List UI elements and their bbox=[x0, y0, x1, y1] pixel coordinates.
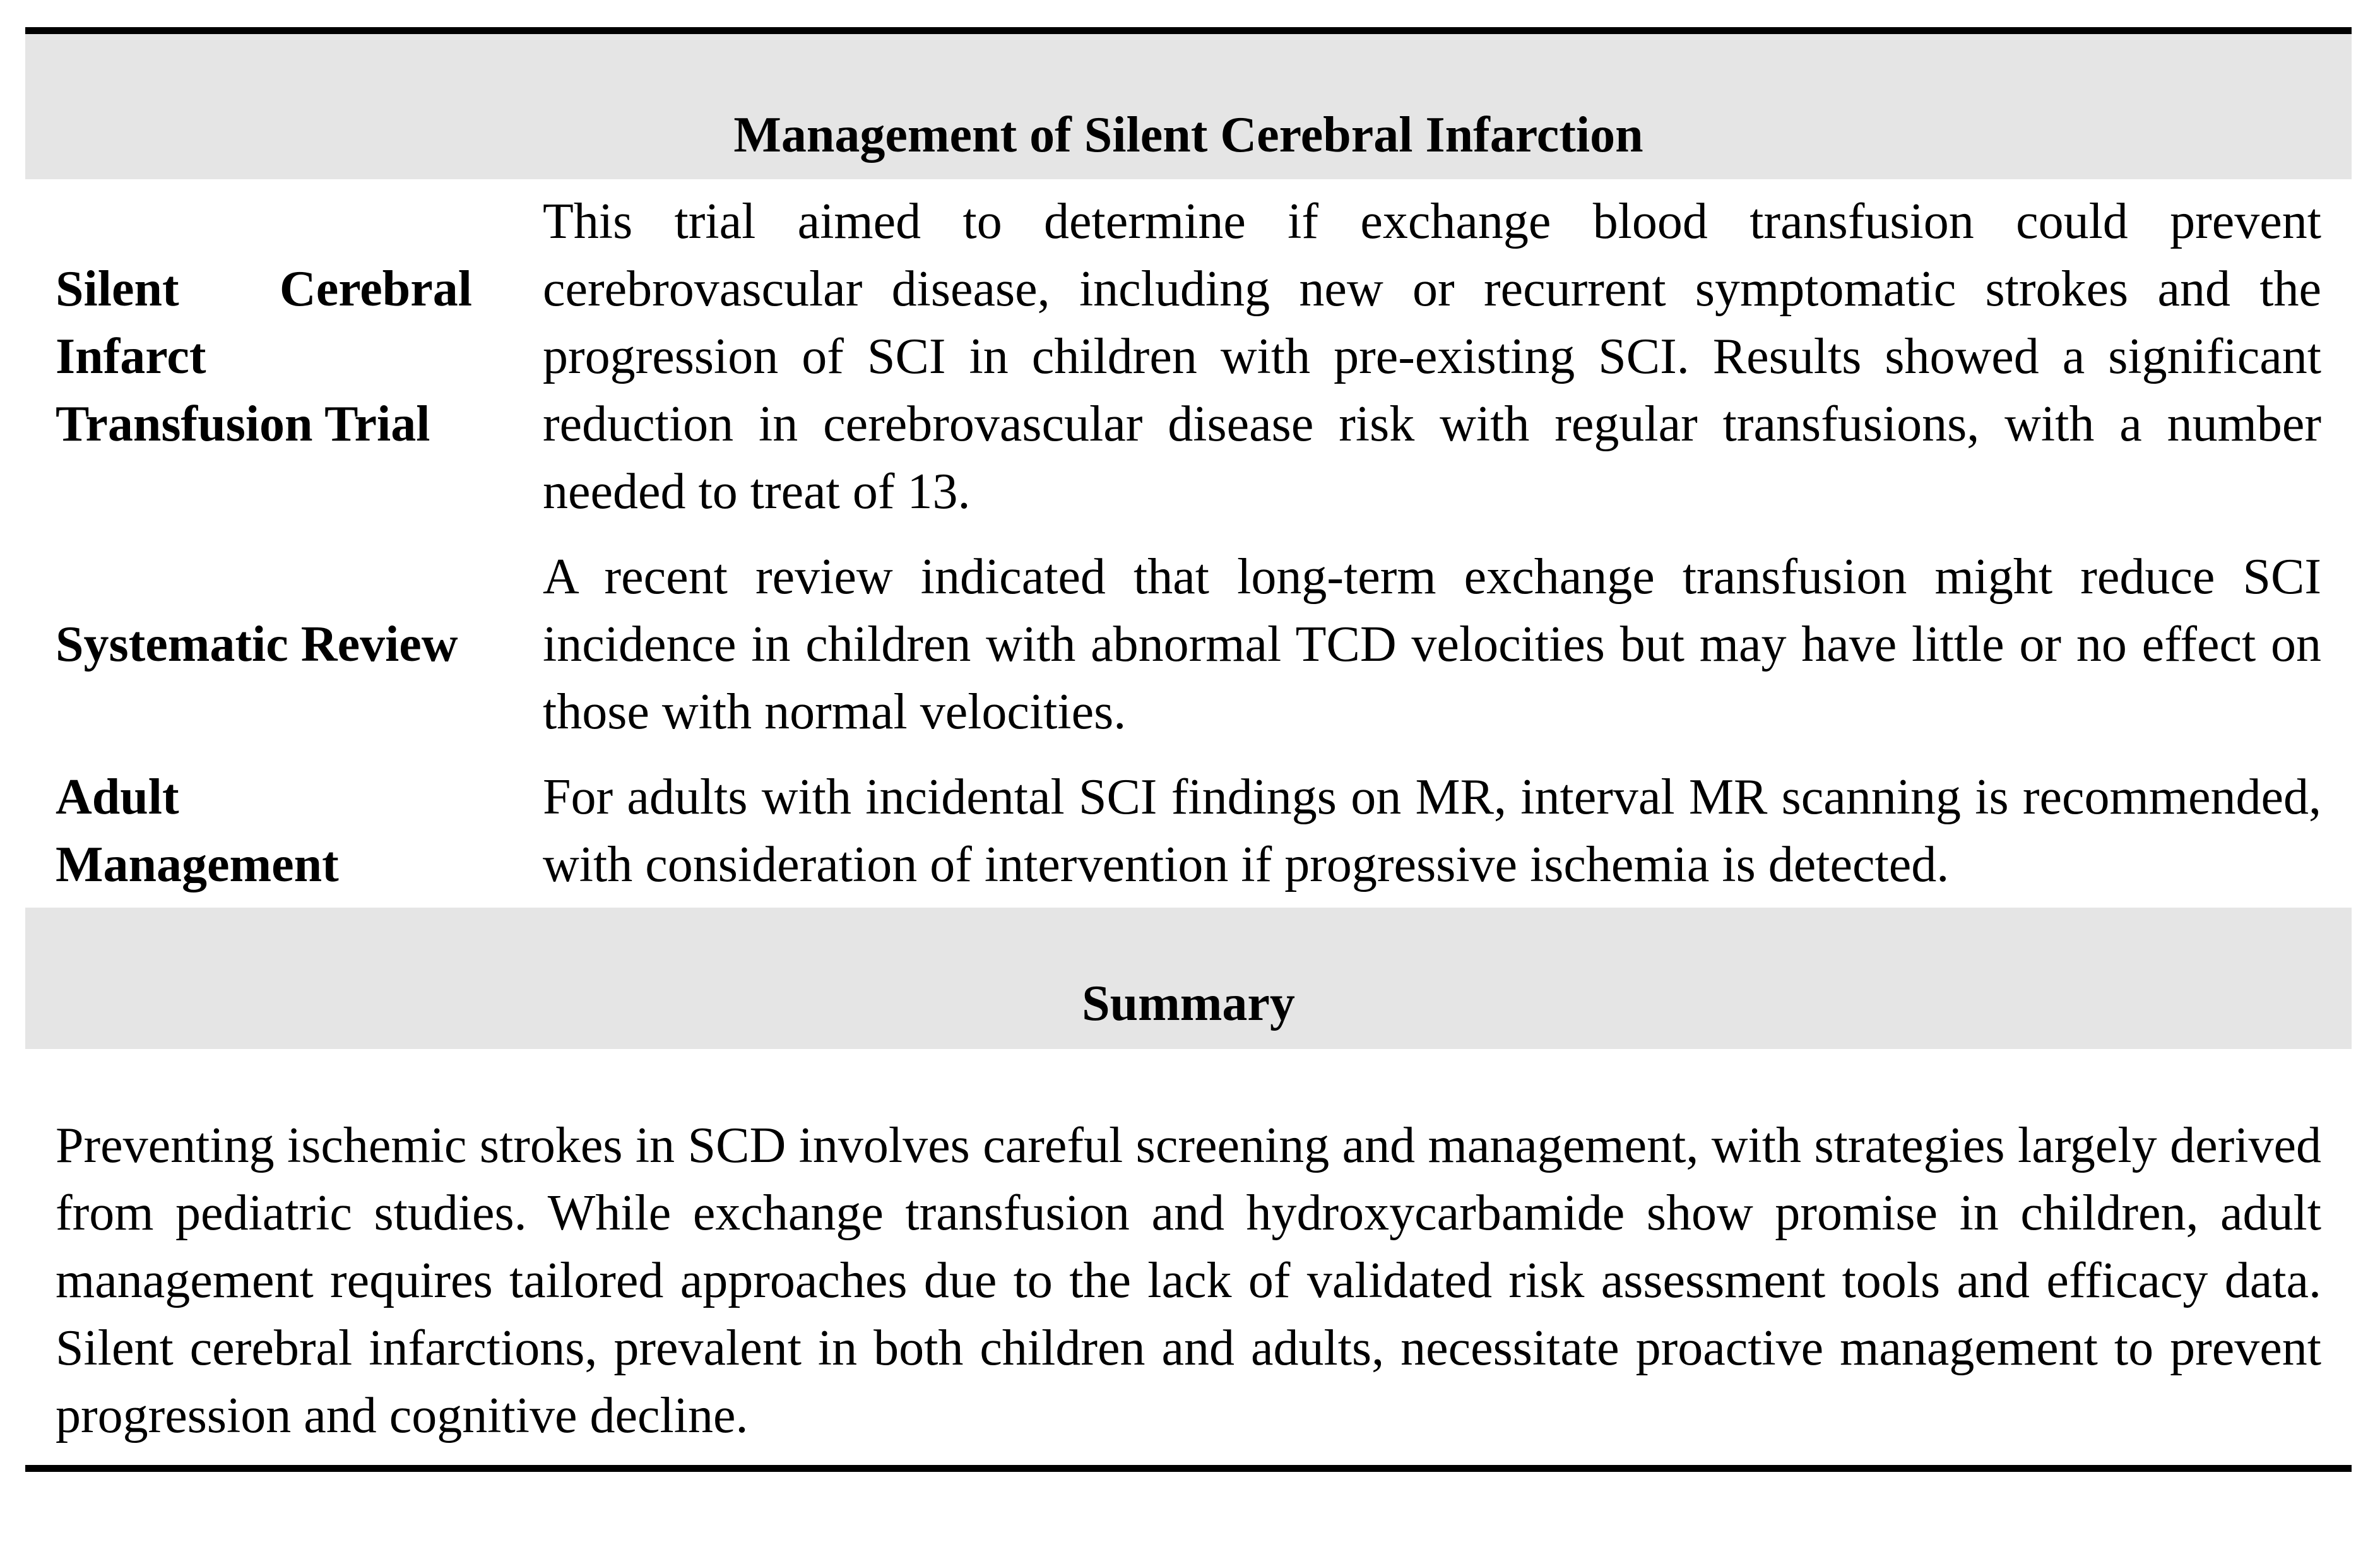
table-body bbox=[25, 179, 2352, 908]
row-text: For adults with incidental SCI findings on MR, interval MR scanning is recommended, with consideration of intervention if progressive ischemia is detected. bbox=[543, 769, 2321, 892]
row-label: Systematic Review bbox=[56, 617, 458, 672]
summary-paragraph: Preventing ischemic strokes in SCD involves careful screening and management, with strategies largely derived from pediatric studies. While exchange transfusion and hydroxycarbamide show promise in children, adult management requires tailored approaches due to the lack of validated risk assessment tools and efficacy data. Silent cerebral infarctions, prevalent in both children and adults, necessitate proactive management to prevent progression and cognitive decline. bbox=[56, 1118, 2321, 1443]
row-text-cell bbox=[543, 188, 2352, 526]
table-row bbox=[25, 755, 2352, 908]
row-text: A recent review indicated that long-term exchange transfusion might reduce SCI incidence in children with abnormal TCD velocities but may have little or no effect on those with normal velocities. bbox=[543, 549, 2321, 740]
row-label-cell bbox=[25, 543, 543, 746]
row-text-cell bbox=[543, 543, 2352, 746]
row-text-cell bbox=[543, 764, 2352, 899]
table-top-rule bbox=[25, 27, 2352, 34]
row-label-cell bbox=[25, 188, 543, 526]
table-bottom-rule bbox=[25, 1465, 2352, 1472]
table-row bbox=[25, 179, 2352, 535]
row-text: This trial aimed to determine if exchange blood transfusion could prevent cerebrovascular disease, including new or recurrent symptomatic strokes and the progression of SCI in children with pre-existing SCI. Results showed a significant reduction in cerebrovascular disease risk with regular transfusions, with a number needed to treat of 13. bbox=[543, 194, 2321, 519]
summary-header-title: Summary bbox=[1082, 976, 1295, 1031]
row-label-cell bbox=[25, 764, 543, 899]
management-table bbox=[25, 27, 2352, 1472]
row-label: Silent Cerebral Infarct Transfusion Trial bbox=[56, 261, 472, 452]
table-row bbox=[25, 535, 2352, 755]
row-label: Adult Management bbox=[56, 769, 339, 892]
table-header-band bbox=[25, 34, 2352, 179]
summary-header-band bbox=[25, 908, 2352, 1049]
table-header-title: Management of Silent Cerebral Infarction bbox=[733, 107, 1643, 163]
